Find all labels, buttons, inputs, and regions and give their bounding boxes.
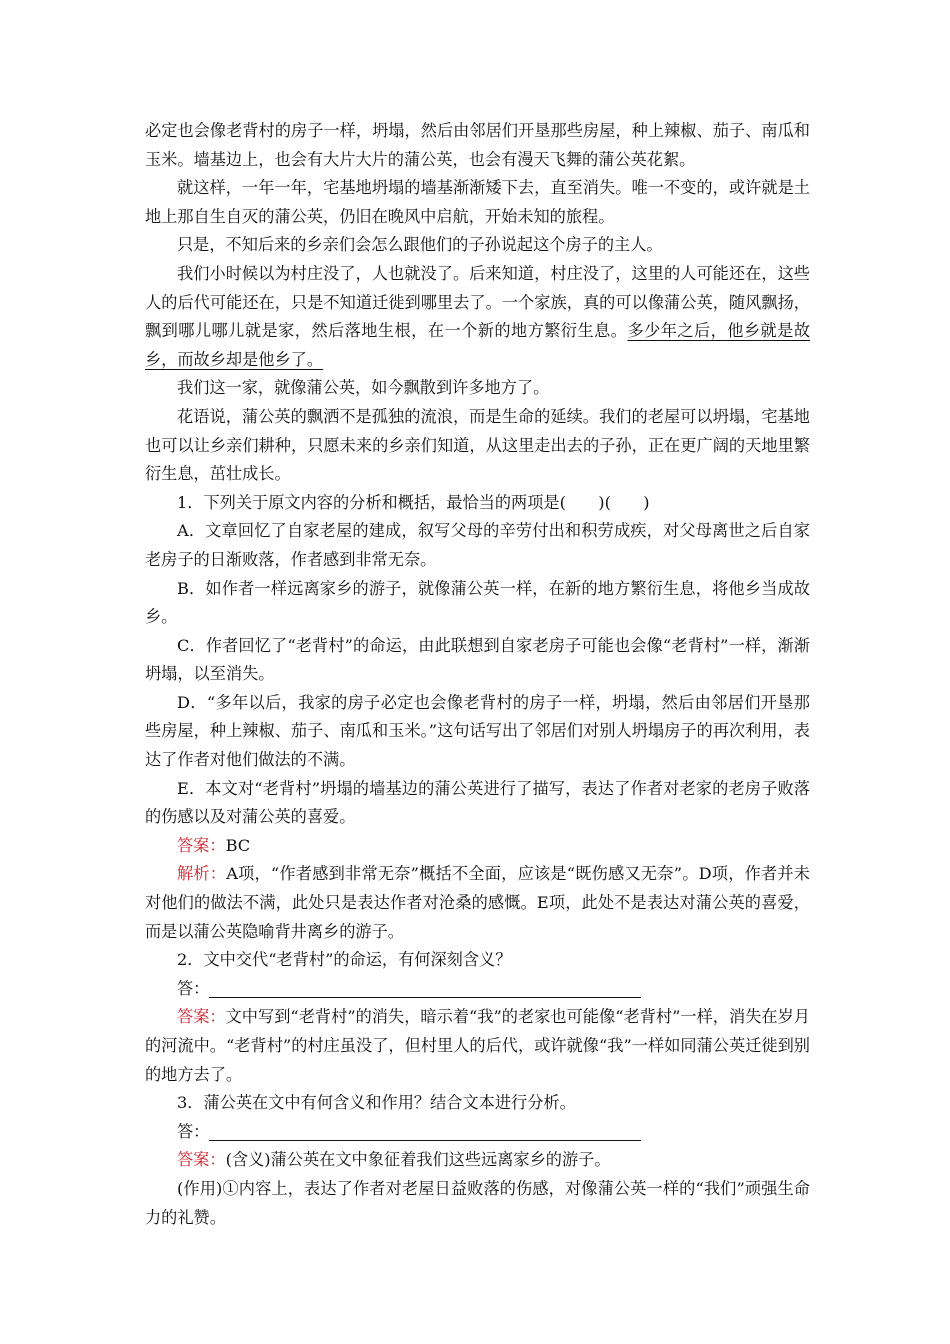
question-2-answer-blank (145, 975, 810, 1004)
paragraph-text: 我们小时候以为村庄没了，人也就没了。后来知道，村庄没了，这里的人可能还在，这些人的后代可能还在，只是不知道迁徙到哪里去了。一个家族，真的可以像蒲公英，随风飘扬，飘到哪儿哪儿就是家，然后落地生根，在一个新的地方繁衍生息。 (145, 263, 810, 341)
question-2-stem: 2．文中交代“老背村”的命运，有何深刻含义？ (177, 950, 512, 970)
option-c: C．作者回忆了“老背村”的命运，由此联想到自家老房子可能也会像“老背村”一样，渐渐坍塌，以至消失。 (145, 635, 810, 684)
answer-label: 答案： (177, 1150, 226, 1170)
document-page (145, 117, 810, 1232)
paragraph (145, 260, 810, 374)
underlined-sentence: 多少年之后，他乡就是故乡，而故乡却是他乡了。 (145, 321, 811, 369)
option-a: A．文章回忆了自家老屋的建成，叙写父母的辛劳付出和积劳成疾，对父母离世之后自家老房子的日渐败落，作者感到非常无奈。 (145, 521, 810, 569)
analysis-label: 解析： (177, 864, 227, 884)
answer-prompt: 答： (177, 1121, 210, 1141)
option-b: B．如作者一样远离家乡的游子，就像蒲公英一样，在新的地方繁衍生息，将他乡当成故乡。 (145, 578, 810, 627)
question-2-answer (145, 1003, 810, 1089)
option-e: E．本文对“老背村”坍塌的墙基边的蒲公英进行了描写，表达了作者对老家的老房子败落的伤感以及对蒲公英的喜爱。 (145, 778, 810, 827)
question-3-stem: 3．蒲公英在文中有何含义和作用？结合文本进行分析。 (177, 1093, 576, 1113)
paragraph: 花语说，蒲公英的飘洒不是孤独的流浪，而是生命的延续。我们的老屋可以坍塌，宅基地也可以让乡亲们耕种，只愿未来的乡亲们知道，从这里走出去的子孙，正在更广阔的天地里繁衍生息，茁壮成长。 (145, 406, 810, 484)
option-d: D．“多年以后，我家的房子必定也会像老背村的房子一样，坍塌，然后由邻居们开垦那些房屋，种上辣椒、茄子、南瓜和玉米。”这句话写出了邻居们对别人坍塌房子的再次利用，表达了作者对他们做法的不满。 (145, 692, 810, 770)
analysis-text: A项，“作者感到非常无奈”概括不全面，应该是“既伤感又无奈”。D项，作者并未对他们的做法不满，此处只是表达作者对沧桑的感慨。E项，此处不是表达对蒲公英的喜爱，而是以蒲公英隐喻背井离乡的游子。 (145, 864, 810, 941)
question-3-answer-function: (作用)①内容上，表达了作者对老屋日益败落的伤感，对像蒲公英一样的“我们”顽强生命力的礼赞。 (145, 1178, 810, 1227)
question-1-answer (145, 832, 810, 861)
question-1-analysis (145, 860, 810, 946)
answer-blank-line (209, 979, 641, 998)
answer-text: BC (225, 835, 251, 855)
answer-text: 文中写到“老背村”的消失，暗示着“我”的老家也可能像“老背村”一样，消失在岁月的河流中。“老背村”的村庄虽没了，但村里人的后代，或许就像“我”一样如同蒲公英迁徙到别的地方去了。 (145, 1007, 810, 1084)
paragraph: 只是，不知后来的乡亲们会怎么跟他们的子孙说起这个房子的主人。 (177, 235, 663, 255)
answer-blank-line (209, 1122, 641, 1141)
question-3-answer-blank (145, 1118, 810, 1147)
answer-prompt: 答： (177, 978, 210, 998)
answer-label: 答案： (177, 835, 226, 855)
answer-label: 答案： (177, 1007, 226, 1027)
question-3-answer (145, 1146, 810, 1175)
answer-text: (含义)蒲公英在文中象征着我们这些远离家乡的游子。 (225, 1150, 611, 1170)
paragraph: 就这样，一年一年，宅基地坍塌的墙基渐渐矮下去，直至消失。唯一不变的，或许就是土地上那自生自灭的蒲公英，仍旧在晚风中启航，开始未知的旅程。 (145, 178, 810, 226)
question-1-stem: 1．下列关于原文内容的分析和概括，最恰当的两项是( )( ) (177, 492, 650, 512)
paragraph: 必定也会像老背村的房子一样，坍塌，然后由邻居们开垦那些房屋，种上辣椒、茄子、南瓜和玉米。墙基边上，也会有大片大片的蒲公英，也会有漫天飞舞的蒲公英花絮。 (145, 121, 810, 169)
paragraph: 我们这一家，就像蒲公英，如今飘散到许多地方了。 (177, 378, 550, 398)
